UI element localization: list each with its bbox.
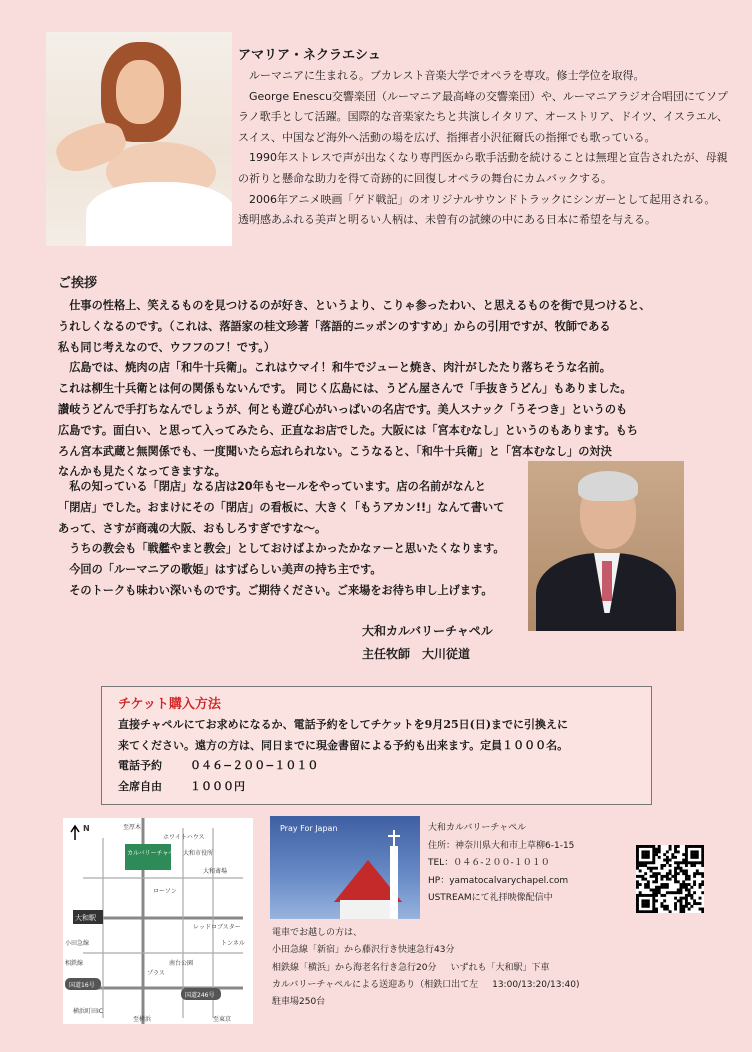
greeting-line: うちの教会も「戦艦やまと教会」としておけばよかったかなァーと思いたくなります。 xyxy=(69,542,505,556)
greeting-line: 今回の「ルーマニアの歌姫」はすばらしい美声の持ち主です。 xyxy=(69,563,382,577)
bio-paragraph: George Enescu交響楽団（ルーマニア最高峰の交響楽団）や、ルーマニアラジオ合唱団にてソプラノ歌手として活躍。国際的な音楽家たちと共演しイタリア、オーストリア、ドイツ、イスラエル、スイス、中国など海外へ活動の場を広げ、指揮者小沢征爾氏の指揮でも歌っている。 xyxy=(238,89,729,144)
chapel-ustream: USTREAMにて礼拝映像配信中 xyxy=(428,893,553,903)
ticket-phone-row xyxy=(118,756,643,777)
greeting-line: あって、さすが商魂の大阪、おもしろすぎですな～。 xyxy=(58,521,327,535)
access-map xyxy=(63,818,253,1024)
map-label: レッドロブスター xyxy=(193,924,241,931)
map-label: 大和駅 xyxy=(75,914,96,922)
access-row xyxy=(272,960,692,977)
chapel-info xyxy=(428,820,628,908)
greeting-line: ろん宮本武蔵と無関係でも、一度聞いたら忘れられない。こうなると、「和牛十兵衛」と「宮本むなし」の対決 xyxy=(58,444,612,458)
ticket-price-row xyxy=(118,777,643,798)
ticket-body xyxy=(118,715,643,797)
church-photo-caption: Pray For Japan xyxy=(280,824,338,833)
greeting-line: 私の知っている「閉店」なる店は20年もセールをやっています。店の名前がなんと xyxy=(69,480,486,493)
ticket-box xyxy=(101,686,652,805)
chapel-hp: HP：yamatocalvarychapel.com xyxy=(428,875,569,886)
qr-code[interactable] xyxy=(636,845,704,913)
chapel-tel: TEL：０４６-２００-１０１０ xyxy=(428,858,550,868)
ticket-line: 来てください。遠方の方は、同日までに現金書留による予約も出来ます。定員１０００名。 xyxy=(118,738,569,752)
singer-name: アマリア・ネクラエシュ xyxy=(238,48,381,63)
access-intro: 電車でお越しの方は、 xyxy=(272,928,363,938)
phone-label: 電話予約 xyxy=(118,759,162,772)
cross-icon xyxy=(393,830,395,846)
greeting-line: 仕事の性格上、笑えるものを見つけるのが好き、というより、こりゃ参ったわい、と思えるものを街で見つけると、 xyxy=(69,299,651,312)
greeting-line: 広島では、焼肉の店「和牛十兵衛」。これはウマイ！和牛でジューと焼き、肉汁がしたたり落ちそうな名前。 xyxy=(69,361,611,375)
map-label: 南台公園 xyxy=(169,960,194,967)
map-label: トンネル xyxy=(221,940,245,947)
access-line: いずれも「大和駅」下車 xyxy=(450,962,550,973)
greeting-line: 讃岐うどんで手打ちなんでしょうが、何とも遊び心がいっぱいの名店です。美人スナック「うそつき」というのも xyxy=(58,402,628,416)
bio-paragraph: ルーマニアに生まれる。ブカレスト音楽大学でオペラを専攻。修士学位を取得。 xyxy=(249,69,645,82)
map-label: 相鉄線 xyxy=(65,960,84,967)
greeting-line: 広島です。面白い、と思って入ってみたら、正直なお店でした。大阪には「宮本むなし」というのもあります。もち xyxy=(58,423,638,437)
pastor-photo xyxy=(528,461,684,631)
map-label: カルバリーチャペル xyxy=(127,850,181,857)
greeting-line: うれしくなるのです。（これは、落語家の桂文珍著「落語的ニッポンのすすめ」からの引用ですが、牧師である xyxy=(58,319,611,333)
map-label: 至東京 xyxy=(213,1016,232,1023)
chapel-address: 住所：神奈川県大和市上草柳6-1-15 xyxy=(428,840,575,851)
access-info xyxy=(272,925,692,1011)
chapel-name: 大和カルバリーチャペル xyxy=(428,823,527,833)
greeting-line: なんかも見たくなってきますな。 xyxy=(58,465,226,479)
map-label: ホワイトハウス xyxy=(163,834,205,841)
greeting-body-2 xyxy=(58,477,528,602)
singer-photo xyxy=(46,32,232,246)
access-line: 13:00/13:20/13:40) xyxy=(492,979,580,990)
map-label: ローソン xyxy=(153,888,177,895)
map-label: 国道246号 xyxy=(185,992,215,999)
price-value: １０００円 xyxy=(190,779,245,793)
map-label: プラス xyxy=(147,970,165,977)
singer-bio xyxy=(238,66,738,231)
greeting-line: 私も同じ考えなので、ウフフのフ！です。） xyxy=(58,340,276,354)
greeting-title: ご挨拶 xyxy=(58,276,98,291)
map-label: 国道16号 xyxy=(69,982,95,989)
signature-org: 大和カルバリーチャペル xyxy=(362,624,493,638)
map-label: 至厚木 xyxy=(123,824,142,831)
access-line: カルバリーチャペルによる送迎あり（相鉄口出て左 xyxy=(272,979,479,990)
access-row xyxy=(272,977,692,994)
phone-number: ０４６−２００−１０１０ xyxy=(190,759,319,772)
map-label: 横浜町田IC xyxy=(73,1008,103,1015)
greeting-line: これは柳生十兵衛とは何の関係もないんです。 同じく広島には、うどん屋さんで「手抜きうどん」もありました。 xyxy=(58,382,632,396)
map-label: 大和市役所 xyxy=(183,850,214,857)
parking: 駐車場250台 xyxy=(272,997,326,1008)
price-label: 全席自由 xyxy=(118,779,162,793)
map-label: 至横浜 xyxy=(133,1016,152,1023)
bio-paragraph: 透明感あふれる美声と明るい人柄は、未曾有の試練の中にある日本に希望を与える。 xyxy=(238,213,656,227)
signature-name: 主任牧師 大川従道 xyxy=(362,647,471,661)
map-label: 小田急線 xyxy=(65,940,90,947)
map-label: 大和斎場 xyxy=(203,868,228,875)
ticket-line: 直接チャペルにてお求めになるか、電話予約をしてチケットを9月25日(日)までに引換えに xyxy=(118,718,569,731)
greeting-body xyxy=(58,296,698,483)
bio-paragraph: 2006年アニメ映画「ゲド戦記」のオリジナルサウンドトラックにシンガーとして起用される。 xyxy=(249,192,716,206)
access-line: 相鉄線「横浜」から海老名行き急行20分 xyxy=(272,962,437,973)
north-label: N xyxy=(83,824,90,833)
bio-paragraph: 1990年ストレスで声が出なくなり専門医から歌手活動を続けることは無理と宣告されたが、母親の祈りと懸命な助力を得て奇跡的に回復しオペラの舞台にカムバックする。 xyxy=(238,151,728,185)
ticket-title: チケット購入方法 xyxy=(118,697,221,712)
access-line: 小田急線「新宿」から藤沢行き快速急行43分 xyxy=(272,945,455,956)
greeting-line: そのトークも味わい深いものです。ご期待ください。ご来場をお待ち申し上げます。 xyxy=(69,583,493,597)
church-photo xyxy=(270,816,420,919)
greeting-line: 「閉店」でした。おまけにその「閉店」の看板に、大きく「もうアカン!!」なんて書いて xyxy=(58,500,505,514)
